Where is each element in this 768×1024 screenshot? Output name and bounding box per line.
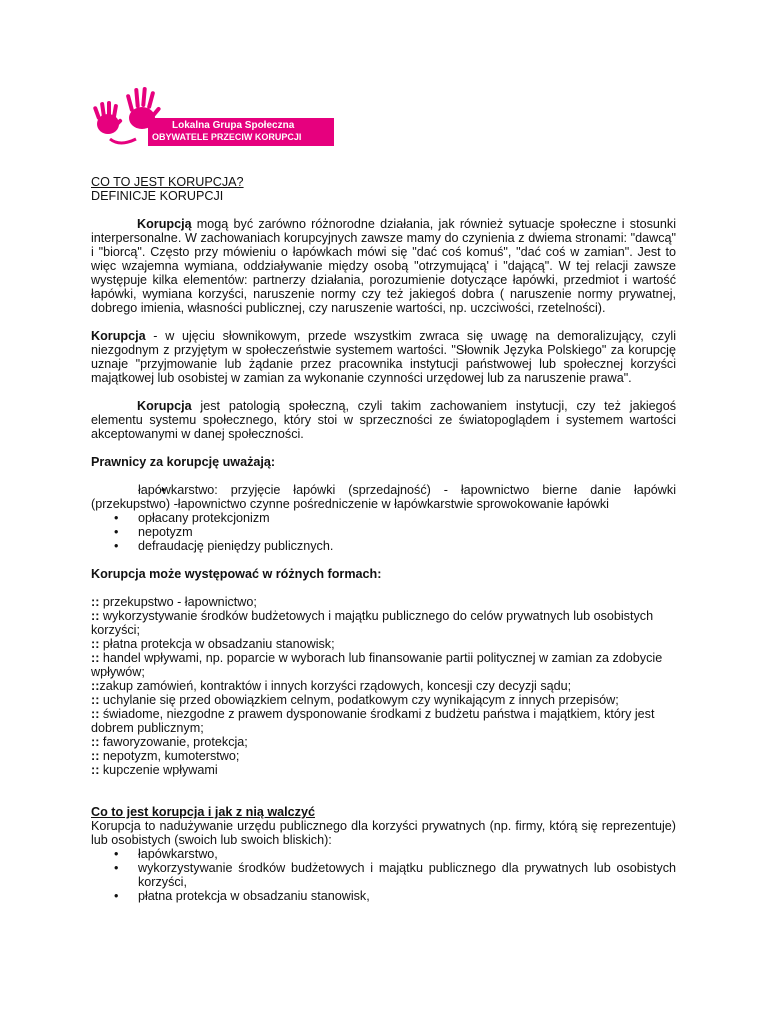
definition-paragraph-2 (91, 329, 676, 385)
list-item: • nepotyzm (91, 525, 676, 539)
forms-heading: Korupcja może występować w różnych formach: (91, 567, 382, 581)
list-item: • opłacany protekcjonizm (91, 511, 676, 525)
item-text: przekupstwo - łapownictwo; (99, 595, 257, 609)
item-text: faworyzowanie, protekcja; (99, 735, 248, 749)
term-bold: Korupcja (137, 399, 192, 413)
lawyers-list (91, 483, 676, 553)
list-item: • łapówkarstwo: przyjęcie łapówki (sprzedajność) - łapownictwo bierne danie łapówki (przekupstwo) -łapownictwo czynne pośredniczenie w łapówkarstwie sprowokowanie łapówki (91, 483, 676, 511)
item-marker: :: (91, 763, 100, 777)
item-marker: :: (91, 679, 100, 693)
definition-paragraph-1 (91, 217, 676, 315)
item-text: wykorzystywanie środków budżetowych i majątku publicznego do celów prywatnych lub osobistych korzyści; (91, 609, 654, 637)
logo-line2: OBYWATELE PRZECIW KORUPCJI (152, 132, 302, 142)
list-item (91, 609, 676, 637)
item-text: kupczenie wpływami (99, 763, 218, 777)
list-item (91, 693, 676, 707)
definition-paragraph-3 (91, 399, 676, 441)
logo-banner (148, 118, 334, 146)
item-text: uchylanie się przed obowiązkiem celnym, podatkowym czy wynikającym z innych przepisów; (99, 693, 619, 707)
term-bold: Korupcja (91, 329, 146, 343)
item-marker: :: (91, 735, 100, 749)
list-item: • łapówkarstwo, (91, 847, 676, 861)
list-item (91, 637, 676, 651)
item-text: płatna protekcja w obsadzaniu stanowisk; (99, 637, 335, 651)
fight-intro: Korupcja to nadużywanie urzędu publicznego dla korzyści prywatnych (np. firmy, którą się reprezentuje) lub osobistych (swoich lub swoich bliskich): (91, 819, 676, 847)
term-bold: Korupcją (137, 217, 192, 231)
fight-heading: Co to jest korupcja i jak z nią walczyć (91, 805, 315, 819)
document-subtitle: DEFINICJE KORUPCJI (91, 189, 224, 203)
list-item (91, 707, 676, 735)
organization-logo (90, 84, 336, 148)
logo-line1: Lokalna Grupa Społeczna (172, 120, 295, 131)
list-item (91, 595, 676, 609)
document-body (91, 175, 676, 903)
paragraph-text: mogą być zarówno różnorodne działania, jak również sytuacje społeczne i stosunki interpersonalne. W zachowaniach korupcyjnych zawsze mamy do czynienia z dwiema stronami: "dawcą" i "biorcą". Często przy mówieniu o łapówkach mówi się "dać coś komuś", "dać coś w zamian". Jest to więc wzajemna wymiana, oddziaływanie między osobą "otrzymującą' i "dającą". W tej relacji zawsze występuje kilka elementów: partnerzy działania, porozumienie dotyczące łapówki, przedmiot i wartość łapówki, wymiana korzyści, naruszenie normy czy też jakiegoś dobra ( naruszenie normy prywatnej, dobrego imienia, własności publicznej, czy naruszenie wartości, np. uczciwości, rzetelności). (91, 217, 676, 315)
lawyers-heading: Prawnicy za korupcję uważają: (91, 455, 276, 469)
list-item (91, 679, 676, 693)
paragraph-text: - w ujęciu słownikowym, przede wszystkim zwraca się uwagę na demoralizujący, czyli niezgodnym z przyjętym w społeczeństwie systemem wartości. "Słownik Języka Polskiego" za korupcję uznaje "przyjmowanie lub żądanie przez pracownika instytucji państwowej lub społecznej korzyści majątkowej lub osobistej w zamian za wykonanie czynności urzędowej lub za naruszenie prawa". (91, 329, 676, 385)
document-title: CO TO JEST KORUPCJA? (91, 175, 244, 189)
item-marker: :: (91, 609, 100, 623)
list-item (91, 763, 676, 777)
paragraph-text: jest patologią społeczną, czyli takim zachowaniem instytucji, czy też jakiegoś elementu systemu społecznego, który stoi w sprzeczności ze światopoglądem i systemem wartości akceptowanymi w danej społeczności. (91, 399, 676, 441)
list-item (91, 735, 676, 749)
item-marker: :: (91, 693, 100, 707)
item-marker: :: (91, 707, 100, 721)
forms-list (91, 595, 676, 777)
item-marker: :: (91, 749, 100, 763)
item-text: świadome, niezgodne z prawem dysponowanie środkami z budżetu państwa i majątkiem, który jest dobrem publicznym; (91, 707, 655, 735)
list-item (91, 651, 676, 679)
item-text: handel wpływami, np. poparcie w wyborach lub finansowanie partii politycznej w zamian za zdobycie wpływów; (91, 651, 663, 679)
list-item (91, 749, 676, 763)
item-marker: :: (91, 637, 100, 651)
list-item: • płatna protekcja w obsadzaniu stanowisk, (91, 889, 676, 903)
fight-list (91, 847, 676, 903)
list-item: • wykorzystywanie środków budżetowych i majątku publicznego dla prywatnych lub osobistych korzyści, (91, 861, 676, 889)
item-marker: :: (91, 651, 100, 665)
item-text: nepotyzm, kumoterstwo; (99, 749, 240, 763)
item-marker: :: (91, 595, 100, 609)
item-text: zakup zamówień, kontraktów i innych korzyści rządowych, koncesji czy decyzji sądu; (99, 679, 572, 693)
list-item: • defraudację pieniędzy publicznych. (91, 539, 676, 553)
